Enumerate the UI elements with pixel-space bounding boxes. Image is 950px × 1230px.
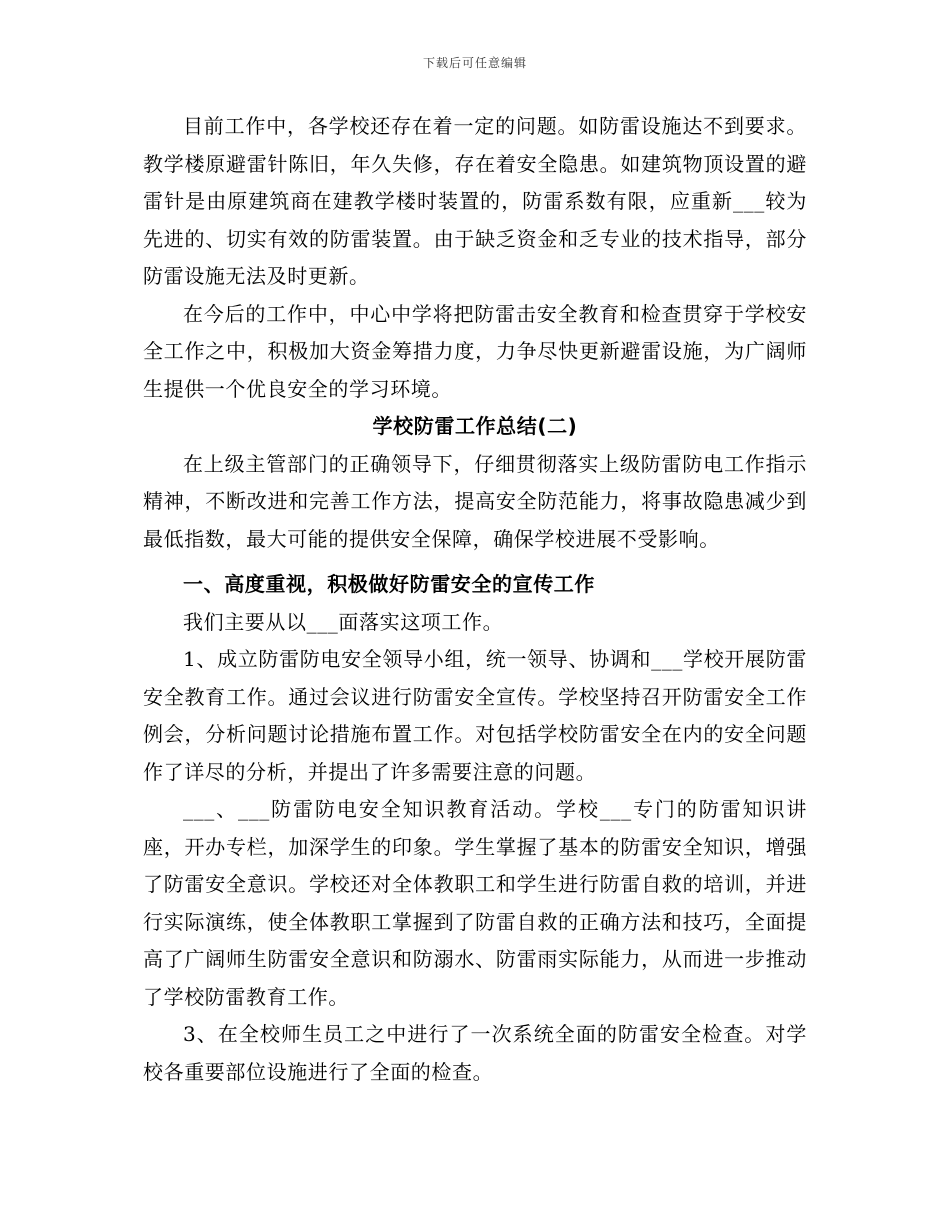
paragraph-5: 1、成立防雷防电安全领导小组，统一领导、协调和___学校开展防雷安全教育工作。通过会议进行防雷安全宣传。学校坚持召开防雷安全工作例会，分析问题讨论措施布置工作。对包括学校防雷安全在内的安全问题作了详尽的分析，并提出了许多需要注意的问题。 bbox=[143, 647, 807, 784]
spacer bbox=[143, 558, 807, 566]
paragraph-2: 在今后的工作中，中心中学将把防雷击安全教育和检查贯穿于学校安全工作之中，积极加大资金筹措力度，力争尽快更新避雷设施，为广阔师生提供一个优良安全的学习环境。 bbox=[143, 301, 807, 401]
header-note: 下载后可任意编辑 bbox=[422, 56, 527, 70]
paragraph-4: 我们主要从以___面落实这项工作。 bbox=[183, 609, 504, 634]
heading-1: 一、高度重视，积极做好防雷安全的宣传工作 bbox=[183, 572, 595, 596]
paragraph-7: 3、在全校师生员工之中进行了一次系统全面的防雷安全检查。对学校各重要部位设施进行了全面的检查。 bbox=[143, 1022, 807, 1084]
paragraph-3: 在上级主管部门的正确领导下，仔细贯彻落实上级防雷防电工作指示精神，不断改进和完善工作方法，提高安全防范能力，将事故隐患减少到最低指数，最大可能的提供安全保障，确保学校进展不受影响。 bbox=[143, 451, 807, 551]
paragraph-6: ___、___防雷防电安全知识教育活动。学校___专门的防雷知识讲座，开办专栏，加深学生的印象。学生掌握了基本的防雷安全知识，增强了防雷安全意识。学校还对全体教职工和学生进行防雷自救的培训，并进行实际演练，使全体教职工掌握到了防雷自救的正确方法和技巧，全面提高了广阔师生防雷安全意识和防溺水、防雷雨实际能力，从而进一步推动了学校防雷教育工作。 bbox=[143, 797, 807, 1009]
paragraph-1: 目前工作中，各学校还存在着一定的问题。如防雷设施达不到要求。教学楼原避雷针陈旧，年久失修，存在着安全隐患。如建筑物顶设置的避雷针是由原建筑商在建教学楼时装置的，防雷系数有限，应重新___较为先进的、切实有效的防雷装置。由于缺乏资金和乏专业的技术指导，部分防雷设施无法及时更新。 bbox=[143, 114, 807, 288]
document-body bbox=[143, 108, 807, 1091]
section-title: 学校防雷工作总结(二) bbox=[372, 414, 578, 438]
